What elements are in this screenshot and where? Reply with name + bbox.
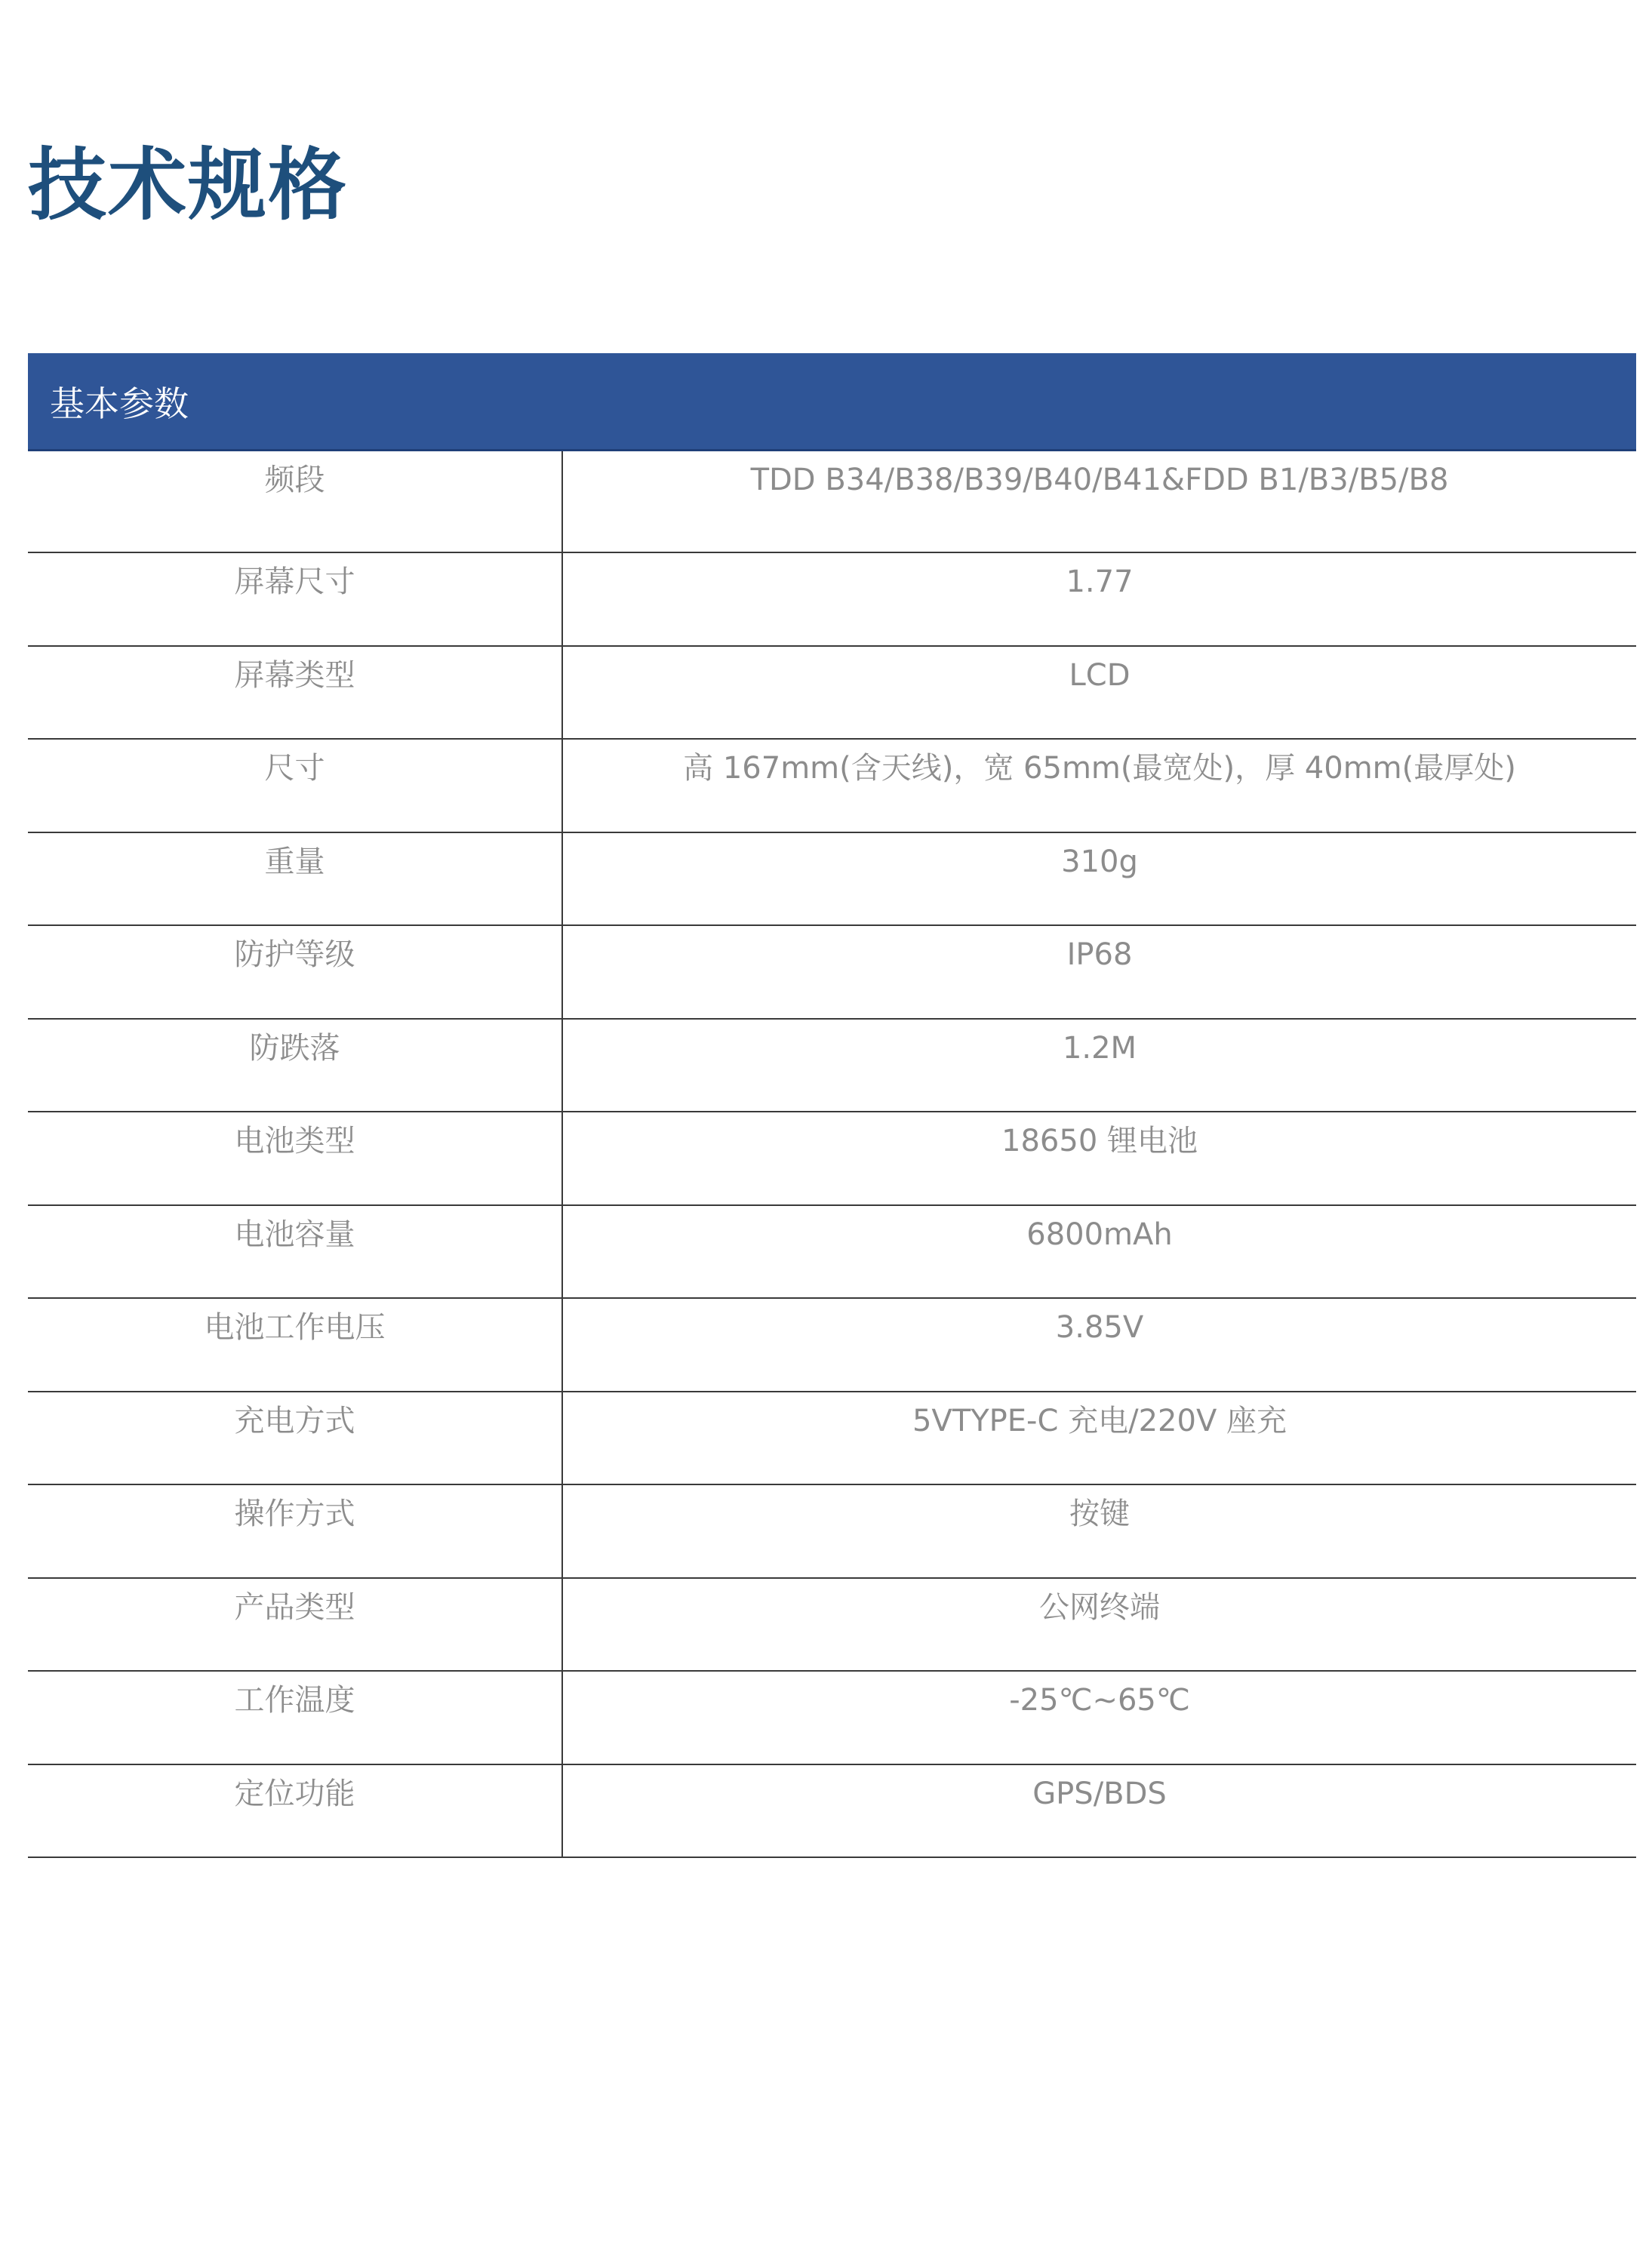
spec-label: 操作方式 bbox=[28, 1485, 563, 1577]
spec-label: 电池工作电压 bbox=[28, 1299, 563, 1391]
spec-value: 310g bbox=[1061, 844, 1138, 879]
spec-value: 5VTYPE-C 充电/220V 座充 bbox=[912, 1403, 1287, 1438]
spec-value: 公网终端 bbox=[1039, 1589, 1160, 1625]
spec-value: GPS/BDS bbox=[1032, 1776, 1167, 1811]
spec-table bbox=[28, 353, 1636, 1858]
table-row bbox=[28, 1672, 1636, 1765]
table-row bbox=[28, 1392, 1636, 1486]
table-row bbox=[28, 451, 1636, 553]
section-header bbox=[28, 353, 1636, 451]
spec-label: 屏幕尺寸 bbox=[28, 553, 563, 645]
table-row bbox=[28, 1206, 1636, 1300]
spec-label: 防跌落 bbox=[28, 1020, 563, 1112]
spec-label: 屏幕类型 bbox=[28, 647, 563, 739]
table-row bbox=[28, 1765, 1636, 1859]
spec-label: 电池类型 bbox=[28, 1112, 563, 1204]
section-header-label: 基本参数 bbox=[50, 383, 189, 424]
spec-value: LCD bbox=[1069, 657, 1131, 693]
spec-value: 18650 锂电池 bbox=[1001, 1124, 1198, 1158]
table-row bbox=[28, 553, 1636, 647]
table-row bbox=[28, 1112, 1636, 1206]
spec-value: 1.77 bbox=[1066, 564, 1134, 599]
spec-label: 定位功能 bbox=[28, 1765, 563, 1857]
spec-label: 电池容量 bbox=[28, 1206, 563, 1298]
spec-value: 1.2M bbox=[1062, 1030, 1137, 1066]
table-row bbox=[28, 740, 1636, 833]
spec-label: 充电方式 bbox=[28, 1392, 563, 1484]
spec-value: 3.85V bbox=[1055, 1310, 1144, 1345]
table-row bbox=[28, 1299, 1636, 1392]
spec-value: -25℃~65℃ bbox=[1009, 1683, 1190, 1718]
table-row bbox=[28, 926, 1636, 1020]
spec-label: 产品类型 bbox=[28, 1579, 563, 1671]
spec-value: 按键 bbox=[1069, 1497, 1130, 1531]
spec-value: 高 167mm(含天线)，宽 65mm(最宽处)，厚 40mm(最厚处) bbox=[683, 751, 1516, 786]
table-row bbox=[28, 1020, 1636, 1113]
spec-label: 防护等级 bbox=[28, 926, 563, 1018]
page-title: 技术规格 bbox=[28, 139, 349, 231]
spec-label: 工作温度 bbox=[28, 1672, 563, 1764]
table-row bbox=[28, 647, 1636, 740]
table-row bbox=[28, 1579, 1636, 1672]
spec-label: 频段 bbox=[28, 451, 563, 552]
spec-label: 尺寸 bbox=[28, 740, 563, 832]
table-row bbox=[28, 833, 1636, 927]
spec-value: IP68 bbox=[1066, 937, 1133, 972]
spec-value: TDD B34/B38/B39/B40/B41&FDD B1/B3/B5/B8 bbox=[750, 463, 1449, 497]
spec-value: 6800mAh bbox=[1026, 1217, 1173, 1252]
table-row bbox=[28, 1485, 1636, 1579]
spec-label: 重量 bbox=[28, 833, 563, 925]
